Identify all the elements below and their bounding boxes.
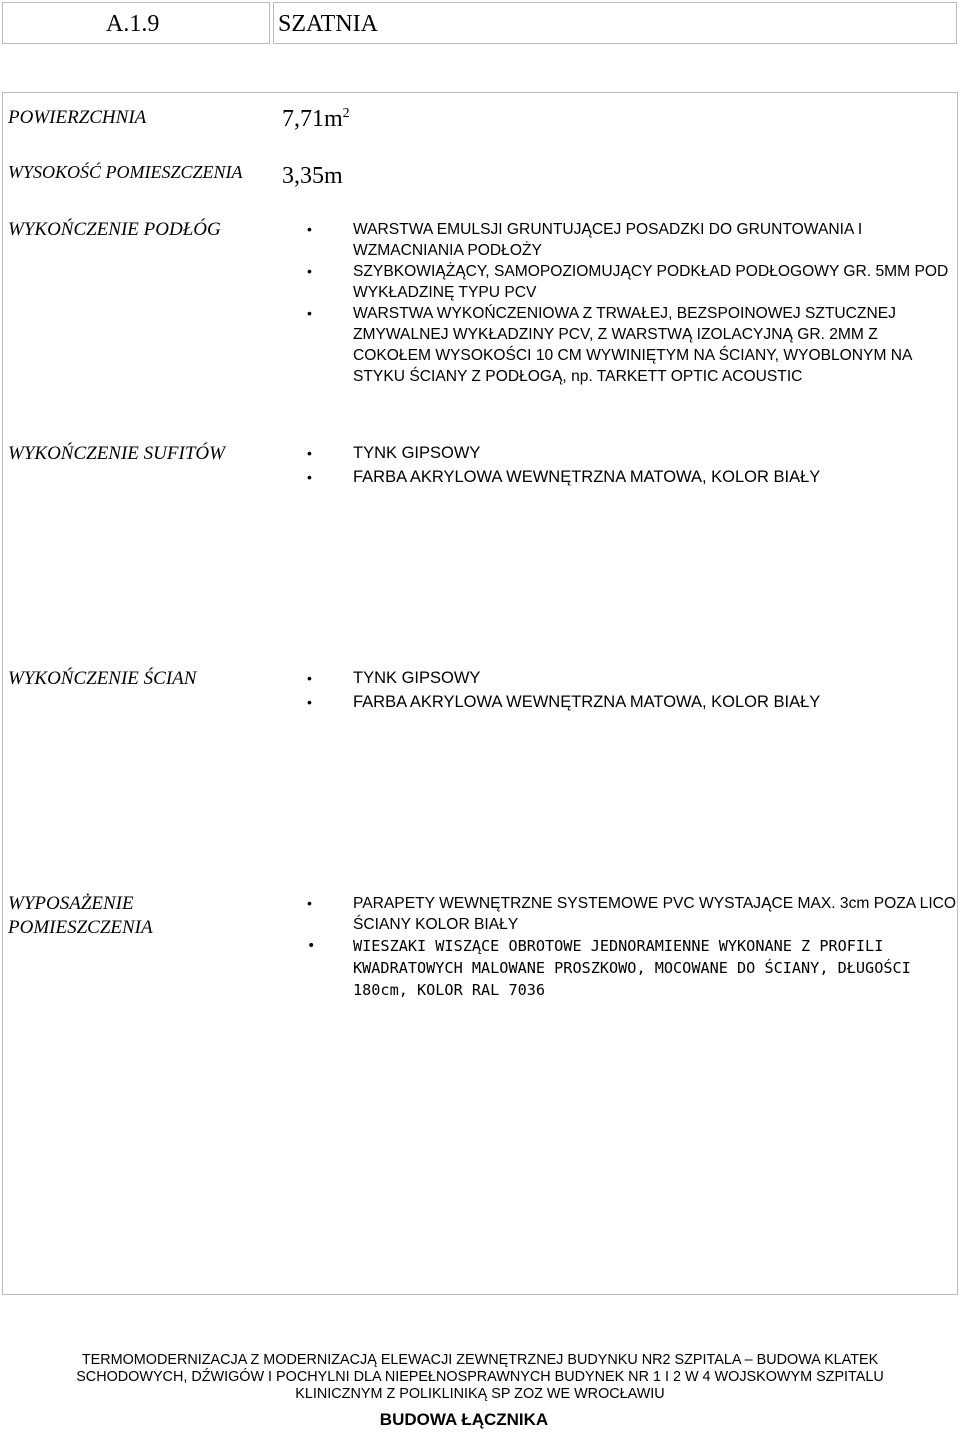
- equipment-list-b: [307, 935, 957, 1001]
- area-number: 7,71m: [282, 106, 343, 132]
- equipment-item-2: • WIESZAKI WISZĄCE OBROTOWE JEDNORAMIENNE WYKONANE Z PROFILI KWADRATOWYCH MALOWANE PROSZKOWO, MOCOWANE DO ŚCIANY, DŁUGOŚCI 180cm, KOLOR RAL 7036: [307, 935, 957, 1001]
- ceiling-item-2: • FARBA AKRYLOWA WEWNĘTRZNA MATOWA, KOLOR BIAŁY: [307, 465, 947, 489]
- footer-line-3: KLINICZNYM Z POLIKLINIKĄ SP ZOZ WE WROCŁAWIU: [295, 1386, 665, 1402]
- equipment-label-line2: POMIESZCZENIA: [8, 917, 153, 938]
- area-label: POWIERZCHNIA: [8, 107, 147, 128]
- floor-item-1: • WARSTWA EMULSJI GRUNTUJĄCEJ POSADZKI DO GRUNTOWANIA I WZMACNIANIA PODŁOŻY: [307, 219, 957, 261]
- equipment-item-1: • PARAPETY WEWNĘTRZNE SYSTEMOWE PVC WYSTAJĄCE MAX. 3cm POZA LICO ŚCIANY KOLOR BIAŁY: [307, 893, 957, 935]
- section-title: SZATNIA: [278, 11, 378, 37]
- walls-item-2: • FARBA AKRYLOWA WEWNĘTRZNA MATOWA, KOLOR BIAŁY: [307, 690, 947, 714]
- ceiling-list: [307, 441, 947, 489]
- footer-line-2: SCHODOWYCH, DŹWIGÓW I POCHYLNI DLA NIEPEŁNOSPRAWNYCH BUDYNEK NR 1 I 2 W 4 WOJSKOWYM SZPITALU: [76, 1369, 884, 1385]
- area-unit-superscript: 2: [342, 106, 350, 121]
- equipment-list-a: [307, 893, 957, 935]
- equipment-label-line1: WYPOSAŻENIE: [8, 893, 134, 914]
- equipment-label: [8, 892, 153, 940]
- walls-list: [307, 666, 947, 714]
- footer-line-1: TERMOMODERNIZACJA Z MODERNIZACJĄ ELEWACJI ZEWNĘTRZNEJ BUDYNKU NR2 SZPITALA – BUDOWA KLATEK: [81, 1352, 879, 1368]
- section-number: A.1.9: [106, 11, 160, 37]
- floor-item-3: • WARSTWA WYKOŃCZENIOWA Z TRWAŁEJ, BEZSPOINOWEJ SZTUCZNEJ ZMYWALNEJ WYKŁADZINY PCV, Z WARSTWĄ IZOLACYJNĄ GR. 2MM Z COKOŁEM WYSOKOŚCI 10 CM WYWINIĘTYM NA ŚCIANY, WYOBLONYM NA STYKU ŚCIANY Z PODŁOGĄ, np. TARKETT OPTIC ACOUSTIC: [307, 303, 957, 387]
- area-value: [282, 106, 350, 133]
- walls-item-1: • TYNK GIPSOWY: [307, 666, 947, 690]
- floor-list: [307, 219, 957, 387]
- floor-label: WYKOŃCZENIE PODŁÓG: [8, 219, 221, 240]
- height-value: 3,35m: [282, 163, 343, 189]
- ceiling-label: WYKOŃCZENIE SUFITÓW: [8, 443, 225, 464]
- walls-label: WYKOŃCZENIE ŚCIAN: [8, 668, 197, 689]
- ceiling-item-1: • TYNK GIPSOWY: [307, 441, 947, 465]
- height-label: WYSOKOŚĆ POMIESZCZENIA: [8, 162, 243, 182]
- footer-title: BUDOWA ŁĄCZNIKA: [379, 1410, 549, 1429]
- floor-item-2: • SZYBKOWIĄŻĄCY, SAMOPOZIOMUJĄCY PODKŁAD PODŁOGOWY GR. 5MM POD WYKŁADZINĘ TYPU PCV: [307, 261, 957, 303]
